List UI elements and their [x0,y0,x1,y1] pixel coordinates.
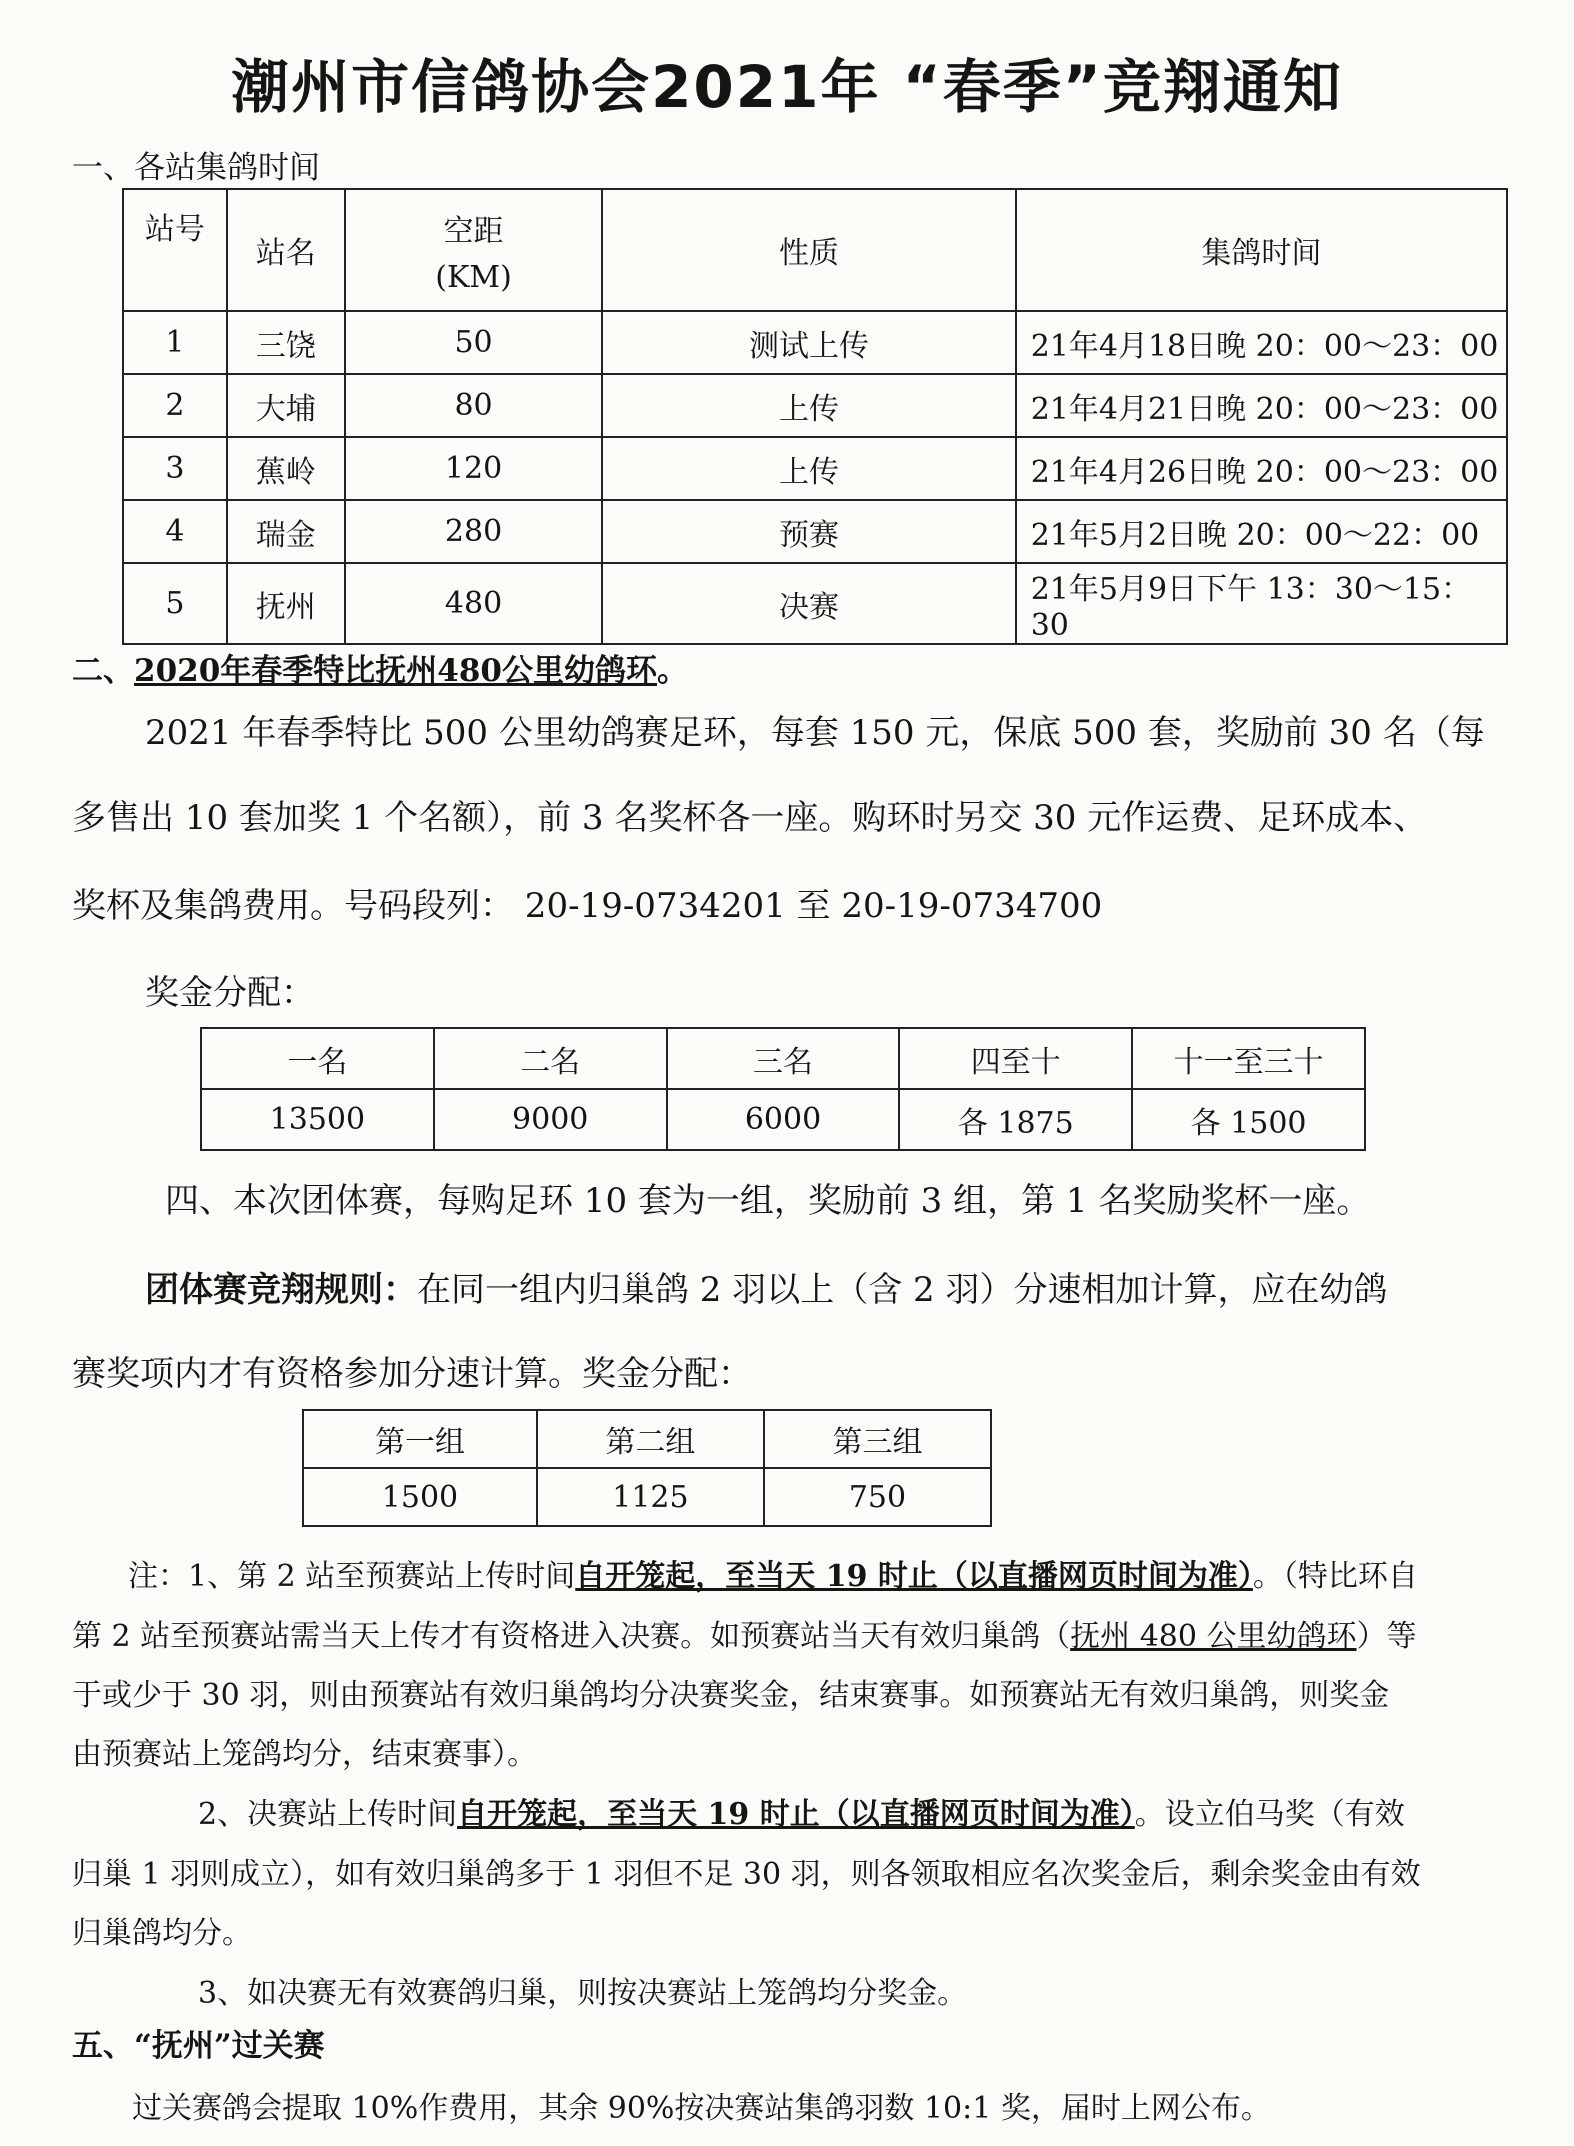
prize-label: 奖金分配： [145,973,315,1013]
station-name: 瑞金 [227,500,345,563]
team-value: 1125 [537,1468,764,1526]
prize-header: 四至十 [899,1028,1132,1089]
team-header: 第一组 [303,1410,537,1468]
team-rule-line2: 赛奖项内才有资格参加分速计算。奖金分配： [72,1354,752,1394]
station-time: 21年4月18日晚 20：00～23：00 [1016,311,1507,374]
team-header: 第三组 [764,1410,991,1468]
prize-value: 6000 [667,1089,900,1150]
note2-text-b: 。设立伯马奖（有效 [1134,1797,1405,1832]
note2-line1 [198,1789,1405,1833]
station-distance: 480 [345,563,603,644]
note1-line2-a: 第 2 站至预赛站需当天上传才有资格进入决赛。如预赛站当天有效归巢鸽（ [72,1619,1071,1654]
section4-line: 四、本次团体赛，每购足环 10 套为一组，奖励前 3 组，第 1 名奖励奖杯一座。 [165,1181,1371,1221]
note1-line2 [72,1611,1417,1655]
note1-line4: 由预赛站上笼鸽均分，结束赛事）。 [72,1737,537,1772]
team-rule-rest: 在同一组内归巢鸽 2 羽以上（含 2 羽）分速相加计算，应在幼鸽 [417,1270,1388,1310]
prize-header: 二名 [434,1028,667,1089]
station-table [122,188,1508,645]
station-distance: 80 [345,374,603,437]
station-no: 2 [123,374,227,437]
station-name: 大埔 [227,374,345,437]
prize-header: 三名 [667,1028,900,1089]
station-no: 4 [123,500,227,563]
prize-value: 13500 [201,1089,434,1150]
note1-line1 [128,1551,1418,1595]
team-rule [145,1262,1388,1311]
table-row [123,563,1507,644]
station-type: 上传 [602,374,1015,437]
section5-heading: 五、“抚州”过关赛 [72,2028,325,2064]
station-type: 测试上传 [602,311,1015,374]
section5-line: 过关赛鸽会提取 10%作费用，其余 90%按决赛站集鸽羽数 10:1 奖，届时上网公布。 [132,2091,1271,2126]
station-distance: 50 [345,311,603,374]
team-value: 750 [764,1468,991,1526]
header-distance-line2: (KM) [435,259,512,295]
team-value: 1500 [303,1468,537,1526]
station-distance: 120 [345,437,603,500]
note2-underlined: 自开笼起，至当天 19 时止（以直播网页时间为准） [457,1797,1135,1832]
header-type: 性质 [602,189,1015,311]
table-row [123,311,1507,374]
section2-para-line: 多售出 10 套加奖 1 个名额），前 3 名奖杯各一座。购环时另交 30 元作运费、足环成本、 [72,798,1428,838]
header-station-no: 站号 [123,189,227,311]
note3: 3、如决赛无有效赛鸽归巢，则按决赛站上笼鸽均分奖金。 [198,1976,968,2011]
station-type: 预赛 [602,500,1015,563]
station-time: 21年5月9日下午 13：30～15：30 [1016,563,1507,644]
station-no: 3 [123,437,227,500]
station-time: 21年4月26日晚 20：00～23：00 [1016,437,1507,500]
station-name: 抚州 [227,563,345,644]
note2-line2: 归巢 1 羽则成立），如有效归巢鸽多于 1 羽但不足 30 羽，则各领取相应名次奖金后，剩余奖金由有效 [72,1857,1421,1892]
station-time: 21年5月2日晚 20：00～22：00 [1016,500,1507,563]
note1-text-a: 注：1、第 2 站至预赛站上传时间 [128,1559,576,1594]
prize-value: 各 1500 [1132,1089,1365,1150]
note1-line2-b: ）等 [1356,1619,1417,1654]
note1-text-b: 。（特比环自 [1252,1559,1418,1594]
station-name: 蕉岭 [227,437,345,500]
table-row [123,437,1507,500]
prize-header: 一名 [201,1028,434,1089]
section2-heading-suffix: 。 [657,653,688,689]
station-distance: 280 [345,500,603,563]
section2-para-line: 2021 年春季特比 500 公里幼鸽赛足环，每套 150 元，保底 500 套，奖励前 30 名（每 [145,713,1485,753]
station-name: 三饶 [227,311,345,374]
note1-line2-underlined: 抚州 480 公里幼鸽环 [1070,1619,1357,1654]
section2-heading [72,645,688,690]
station-type: 决赛 [602,563,1015,644]
section2-prefix: 二、 [72,653,134,689]
header-distance [345,189,603,311]
note2-line3: 归巢鸽均分。 [72,1916,252,1951]
header-distance-line1: 空距 [443,213,504,249]
note1-underlined: 自开笼起，至当天 19 时止（以直播网页时间为准） [575,1559,1253,1594]
table-row [123,500,1507,563]
team-rule-bold: 团体赛竞翔规则： [145,1270,417,1310]
note1-line3: 于或少于 30 羽，则由预赛站有效归巢鸽均分决赛奖金，结束赛事。如预赛站无有效归巢鸽，则奖金 [72,1678,1390,1713]
prize-header: 十一至三十 [1132,1028,1365,1089]
prize-value: 9000 [434,1089,667,1150]
header-time: 集鸽时间 [1016,189,1507,311]
section1-heading: 一、各站集鸽时间 [72,150,320,186]
station-type: 上传 [602,437,1015,500]
section2-para-line: 奖杯及集鸽费用。号码段列： 20-19-0734201 至 20-19-0734700 [72,886,1103,926]
station-time: 21年4月21日晚 20：00～23：00 [1016,374,1507,437]
section2-heading-underlined: 2020年春季特比抚州480公里幼鸽环 [134,653,657,689]
prize-table [200,1027,1366,1151]
station-no: 5 [123,563,227,644]
team-prize-table [302,1409,992,1527]
station-no: 1 [123,311,227,374]
page-title: 潮州市信鸽协会2021年 “春季”竞翔通知 [231,53,1343,121]
table-row [123,374,1507,437]
team-header: 第二组 [537,1410,764,1468]
prize-value: 各 1875 [899,1089,1132,1150]
header-station-name: 站名 [227,189,345,311]
note2-text-a: 2、决赛站上传时间 [198,1797,458,1832]
